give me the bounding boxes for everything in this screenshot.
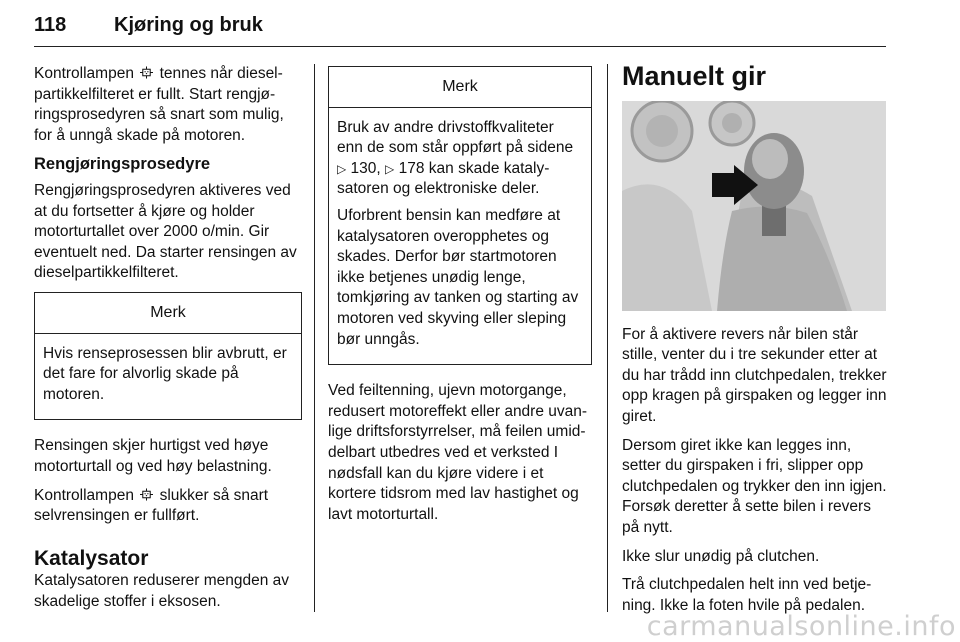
dpf-warning-lamp-icon [140, 488, 153, 501]
paragraph-clutch-press: Trå clutchpedalen helt inn ved betjening. Ikke la foten hvile på pedalen. [622, 576, 872, 614]
note-title: Merk [35, 293, 301, 334]
column-1 [34, 64, 302, 620]
paragraph-reverse-retry: Dersom giret ikke kan legges inn, setter du girspaken i fri, slipper opp clutchpedalen og trykker den inn igjen. Forsøk deretter å sette bilen i revers på nytt. [622, 436, 887, 536]
paragraph-cleaning: Rengjøringsprosedyren aktiveres ved at du fortsetter å kjøre og holder motorturtallet over 2000 o/min. Gir eventuelt ned. Da starter rensingen av dieselpartikkelfilteret. [34, 181, 297, 282]
column-divider-2 [607, 64, 608, 612]
watermark: carmanualsonline.info [646, 611, 956, 642]
dpf-warning-lamp-icon [140, 66, 153, 79]
note-text: Hvis renseprosessen blir avbrutt, er det fare for alvorlig skade på motoren. [43, 344, 287, 403]
note-fuel-quality: Bruk av andre drivstoffkvaliteter enn de som står oppført på sidene ▷ 130, ▷ 178 kan skade katalysatoren og elektroniske deler. [337, 118, 574, 198]
page-header [34, 10, 886, 47]
paragraph-lamp-off: Kontrollampen slukker så snart selvrensingen er fullført. [34, 486, 269, 525]
page-ref-130[interactable]: 130 [350, 159, 377, 177]
note-unburnt-fuel: Uforbrent bensin kan medføre at katalysatoren overopphetes og skades. Derfor bør startmotoren ikke betjenes unødig lenge, tomkjøring av tanken og starting av motoren ved skyving eller sleping bør unngås. [337, 206, 579, 348]
page-reference-arrow-icon: ▷ [337, 161, 347, 176]
paragraph-dpf-full: Kontrollampen tennes når dieselpartikkelfilteret er fullt. Start rengjøringsprosedyren så snart som mulig, for å unngå skade på motoren. [34, 65, 284, 144]
paragraph-misfire: Ved feiltenning, ujevn motorgange, redusert motoreffekt eller andre uvanlige driftsforstyrrelser, må feilen umiddelbart utbedres ved et verksted I nødsfall kan du kjøre videre i et kortere tidsrom med lav hastighet og lavt motorturtall. [328, 382, 588, 523]
paragraph-catalyst: Katalysatoren reduserer mengden av skadelige stoffer i eksosen. [34, 572, 290, 610]
column-divider-1 [314, 64, 315, 612]
note-box-fuel [328, 66, 592, 365]
paragraph-clutch-slip: Ikke slur unødig på clutchen. [622, 547, 820, 565]
heading-manual-gearbox: Manuelt gir [622, 61, 767, 91]
page-reference-arrow-icon: ▷ [385, 161, 395, 176]
section-title: Kjøring og bruk [114, 14, 263, 36]
heading-catalyst: Katalysator [34, 546, 149, 570]
column-3 [622, 61, 890, 624]
paragraph-fast-cleaning: Rensingen skjer hurtigst ved høye motorturtall og ved høy belastning. [34, 437, 272, 475]
note-title: Merk [329, 67, 591, 108]
note-box-cleaning [34, 292, 302, 420]
column-2 [328, 64, 592, 533]
page-number: 118 [34, 14, 67, 36]
paragraph-reverse: For å aktivere revers når bilen står stille, venter du i tre sekunder etter at du har trådd inn clutchpedalen, trekker opp kragen på girspaken og legger inn giret. [622, 325, 887, 425]
gear-shift-photo [622, 101, 886, 311]
page-ref-178[interactable]: 178 [398, 159, 425, 177]
heading-cleaning-procedure: Rengjøringsprosedyre [34, 155, 211, 174]
